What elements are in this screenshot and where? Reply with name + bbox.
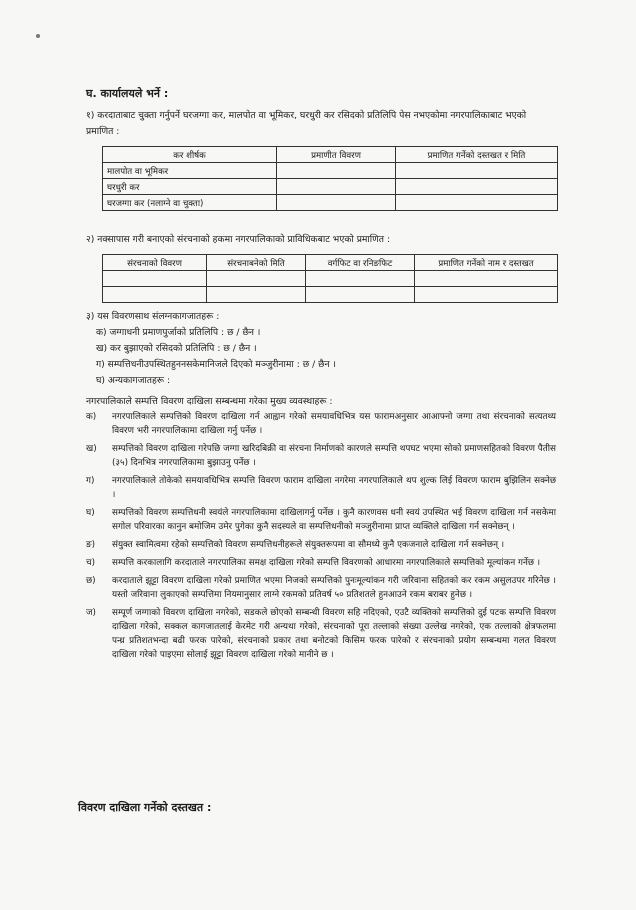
table-row bbox=[103, 195, 558, 211]
table-header-row bbox=[103, 255, 558, 271]
table-cell: घरजग्गा कर (नलाग्ने वा चुक्ता) bbox=[103, 195, 277, 211]
table-cell: मालपोत वा भूमिकर bbox=[103, 163, 277, 179]
rule-text: नगरपालिकाले तोकेको समयावधिभित्र सम्पत्ति विवरण फाराम दाखिला नगरेमा नगरपालिकाले थप शुल्क लिई विवरण फाराम बुझिलिन सक्नेछ । bbox=[112, 476, 556, 500]
table-header-row bbox=[103, 147, 558, 163]
rule-label: क) bbox=[86, 412, 97, 422]
table-cell: घरधुरी कर bbox=[103, 179, 277, 195]
rule-text: सम्पूर्ण जग्गाको विवरण दाखिला नगरेको, सडकले छोएको सम्बन्धी विवरण सहि नदिएको, एउटै व्यक्तिको सम्पत्तिको दुई पटक सम्पत्ति विवरण दाखिला गरेको, सक्कल कागजातलाई केरमेट गरी अन्यथा गरेको, संरचनाको पूरा तल्लाको संख्या उल्लेख नगरेको, एक तल्लाको क्षेत्रफलमा पन्ध्र प्रतिशतभन्दा बढी फरक पारेको, संरचनाको प्रकार तथा बनोटको किसिम फरक पारेको र संरचनाको प्रयोग सम्बन्धमा गलत विवरण दाखिला गरेको पाइएमा सोलाई झूट्टा विवरण दाखिला गरेको मानीने छ । bbox=[112, 608, 556, 660]
rule-text: सम्पत्ति करकालागि करदाताले नगरपालिका समक्ष दाखिला गरेको सम्पत्ति विवरणको आधारमा नगरपालिकाले सम्पत्तिको मूल्यांकन गर्नेछ । bbox=[112, 558, 541, 568]
table-cell-empty[interactable] bbox=[207, 287, 306, 303]
table-cell-empty[interactable] bbox=[277, 179, 396, 195]
table-cell-empty[interactable] bbox=[306, 271, 415, 287]
rule-label: ज) bbox=[86, 608, 96, 618]
rule-label: ङ) bbox=[86, 540, 96, 550]
table-row bbox=[103, 179, 558, 195]
table-header: कर शीर्षक bbox=[103, 147, 277, 163]
rule-item bbox=[86, 506, 556, 534]
structure-verification-table bbox=[102, 254, 558, 303]
table-header: संरचनाबनेको मिति bbox=[207, 255, 306, 271]
attachments-title: ३) यस विवरणसाथ संलग्नकागजातहरू : bbox=[86, 311, 220, 322]
table-cell-empty[interactable] bbox=[415, 271, 558, 287]
rule-item bbox=[86, 410, 556, 438]
table-cell-empty[interactable] bbox=[306, 287, 415, 303]
table-header: प्रमाणीत विवरण bbox=[277, 147, 396, 163]
table-cell-empty[interactable] bbox=[277, 195, 396, 211]
rule-item bbox=[86, 606, 556, 662]
rule-item bbox=[86, 574, 556, 602]
item1-text: १) करदाताबाट चुक्ता गर्नुपर्ने घरजग्गा कर, मालपोत वा भूमिकर, घरधुरी कर रसिदको प्रतिलिपि पेस नभएकोमा नगरपालिकाबाट भएको प्रमाणित : bbox=[86, 110, 527, 137]
tax-verification-table bbox=[102, 146, 558, 211]
table-row bbox=[103, 271, 558, 287]
attachments-block bbox=[86, 309, 556, 389]
rule-item bbox=[86, 538, 556, 552]
table-header: प्रमाणित गर्नेको नाम र दस्तखत bbox=[415, 255, 558, 271]
rule-text: नगरपालिकाले सम्पत्तिको विवरण दाखिला गर्न आह्वान गरेको समयावधिभित्र यस फारामअनुसार आआफ्नो जग्गा तथा संरचनाको सत्यतथ्य विवरण भरी नगरपालिकामा दाखिला गर्नु पर्नेछ । bbox=[112, 412, 556, 436]
table-cell-empty[interactable] bbox=[396, 179, 558, 195]
table-cell-empty[interactable] bbox=[277, 163, 396, 179]
table-cell-empty[interactable] bbox=[415, 287, 558, 303]
rule-item bbox=[86, 442, 556, 470]
table-cell-empty[interactable] bbox=[207, 271, 306, 287]
table-cell-empty[interactable] bbox=[396, 163, 558, 179]
section-heading: घ. कार्यालयले भर्ने : bbox=[86, 87, 169, 100]
table-header: वर्गफिट वा रनिङफिट bbox=[306, 255, 415, 271]
rule-label: च) bbox=[86, 558, 96, 568]
table-header: संरचनाको विवरण bbox=[103, 255, 207, 271]
rule-text: सम्पत्तिको विवरण सम्पत्तिधनी स्वयंले नगरपालिकामा दाखिलागर्नु पर्नेछ । कुनै कारणवस धनी स्वयं उपस्थित भई विवरण दाखिला गर्न नसकेमा सगोल परिवारका कानुन बमोजिम उमेर पुगेका कुनै सदस्यले वा सम्पत्तिधनीको मञ्जुरीनामा प्राप्त व्यक्तिले दाखिला गर्न सक्नेछन् । bbox=[112, 508, 556, 532]
attachment-item: क) जग्गाधनी प्रमाणपुर्जाको प्रतिलिपि : छ / छैन । bbox=[96, 327, 261, 338]
table-cell-empty[interactable] bbox=[103, 287, 207, 303]
rule-item bbox=[86, 556, 556, 570]
rules-list bbox=[86, 410, 556, 666]
rule-text: करदाताले झूट्टा विवरण दाखिला गरेको प्रमाणित भएमा निजको सम्पत्तिको पुनःमूल्यांकन गरी जरिवाना सहितको कर रकम असुलउपर गरिनेछ । यस्तो जरिवाना लुकाएको सम्पत्तिमा नियमानुसार लाग्ने रकमको प्रतिवर्ष ५० प्रतिशतले हुनआउने रकम बराबर हुनेछ । bbox=[112, 576, 556, 600]
table-row bbox=[103, 287, 558, 303]
rule-item bbox=[86, 474, 556, 502]
rule-text: संयुक्त स्वामित्वमा रहेको सम्पत्तिको विवरण सम्पत्तिधनीहरूले संयुक्तरूपमा वा सौमध्ये कुनै एकजनाले दाखिला गर्न सक्नेछन् । bbox=[112, 540, 505, 550]
rule-text: सम्पत्तिको विवरण दाखिला गरेपछि जग्गा खरिदबिक्री वा संरचना निर्माणको कारणले सम्पत्ति थपघट भएमा सोको प्रमाणसहितको विवरण पैतीस (३५) दिनभित्र नगरपालिकामा बुझाउनु पर्नेछ । bbox=[112, 444, 556, 468]
table-cell-empty[interactable] bbox=[396, 195, 558, 211]
scan-dot bbox=[36, 34, 40, 38]
rule-label: घ) bbox=[86, 508, 95, 518]
signature-label: विवरण दाखिला गर्नेको दस्तखत : bbox=[78, 801, 212, 814]
table-header: प्रमाणित गर्नेको दस्तखत र मिति bbox=[396, 147, 558, 163]
rule-label: छ) bbox=[86, 576, 96, 586]
attachment-item: घ) अन्यकागजातहरू : bbox=[96, 375, 171, 386]
item2-text: २) नक्सापास गरी बनाएको संरचनाको हकमा नगरपालिकाको प्राविधिकबाट भएको प्रमाणित : bbox=[86, 234, 391, 245]
table-cell-empty[interactable] bbox=[103, 271, 207, 287]
table-row bbox=[103, 163, 558, 179]
rule-label: ख) bbox=[86, 444, 97, 454]
attachment-item: ख) कर बुझाएको रसिदको प्रतिलिपि : छ / छैन । bbox=[96, 343, 257, 354]
rules-title: नगरपालिकाले सम्पत्ति विवरण दाखिला सम्बन्धमा गरेका मुख्य व्यवस्थाहरू : bbox=[86, 396, 333, 407]
rule-label: ग) bbox=[86, 476, 95, 486]
attachment-item: ग) सम्पत्तिधनीउपस्थितहुननसकेमानिजले दिएको मञ्जुरीनामा : छ / छैन । bbox=[96, 359, 337, 370]
